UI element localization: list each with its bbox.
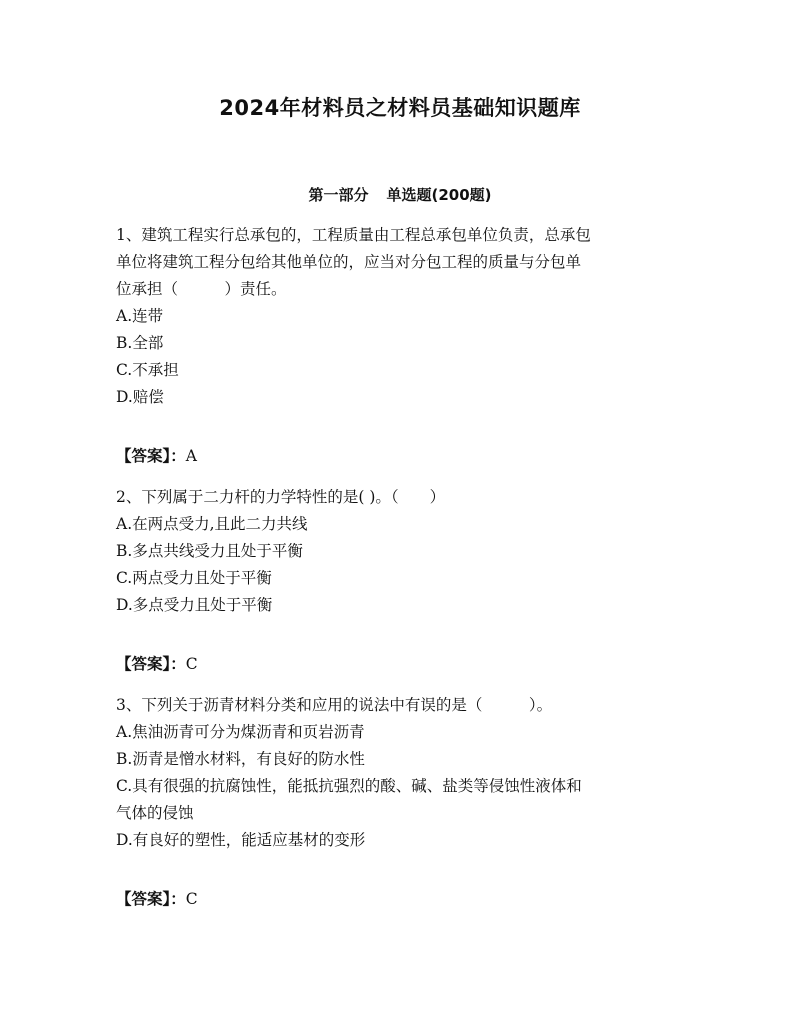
question-1 [116,222,686,470]
answer-value: C [185,655,198,673]
page-title: 2024年材料员之材料员基础知识题库 [219,96,581,120]
answer-line [116,886,686,913]
question-stem-line: 单位将建筑工程分包给其他单位的，应当对分包工程的质量与分包单 [116,253,582,271]
answer-label: 【答案】： [116,890,186,908]
answer-line [116,443,686,470]
option-c-continued: 气体的侵蚀 [116,804,194,822]
option-b: B.多点共线受力且处于平衡 [116,542,303,560]
question-stem-line: 1、建筑工程实行总承包的，工程质量由工程总承包单位负责，总承包 [116,226,591,244]
section-name: 单选题(200题) [386,186,492,204]
option-b: B.沥青是憎水材料，有良好的防水性 [116,750,365,768]
answer-value: A [185,447,197,465]
answer-label: 【答案】： [116,447,186,465]
answer-label: 【答案】： [116,655,186,673]
option-a: A.连带 [116,307,164,325]
question-3 [116,692,686,913]
answer-line [116,651,686,678]
option-b: B.全部 [116,334,164,352]
option-a: A.焦油沥青可分为煤沥青和页岩沥青 [116,723,365,741]
option-d: D.多点受力且处于平衡 [116,596,273,614]
question-stem-line: 3、下列关于沥青材料分类和应用的说法中有误的是（ ）。 [116,696,553,714]
answer-value: C [185,890,198,908]
section-part: 第一部分 [308,186,369,204]
question-stem-line: 2、下列属于二力杆的力学特性的是( )。（ ） [116,488,446,506]
section-heading [0,184,800,205]
question-2 [116,484,686,678]
option-d: D.赔偿 [116,388,164,406]
question-list [116,222,686,927]
option-d: D.有良好的塑性，能适应基材的变形 [116,831,366,849]
question-stem-line: 位承担（ ）责任。 [116,280,287,298]
option-a: A.在两点受力,且此二力共线 [116,515,308,533]
option-c: C.具有很强的抗腐蚀性，能抵抗强烈的酸、碱、盐类等侵蚀性液体和 [116,777,582,795]
option-c: C.两点受力且处于平衡 [116,569,272,587]
option-c: C.不承担 [116,361,179,379]
